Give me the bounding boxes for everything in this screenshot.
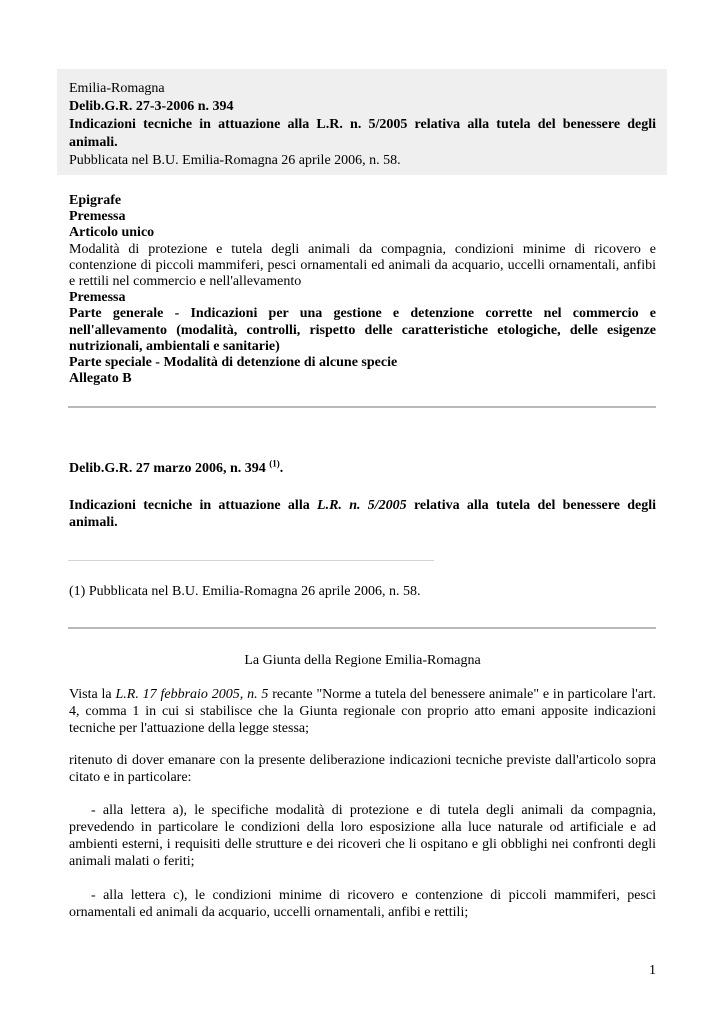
document-subject — [69, 497, 656, 531]
toc-link-premessa[interactable]: Premessa — [69, 209, 126, 225]
footnote: (1) Pubblicata nel B.U. Emilia-Romagna 26 aprile 2006, n. 58. — [69, 584, 421, 599]
paragraph-1 — [69, 686, 656, 737]
divider — [68, 406, 656, 408]
divider-2 — [68, 627, 656, 629]
region-name: Emilia-Romagna — [69, 81, 165, 96]
footnote-divider — [68, 560, 434, 561]
p1-law-link[interactable]: L.R. 17 febbraio 2005, n. 5 — [115, 687, 269, 702]
p1-post: recante "Norme a tutela del benessere animale" e in particolare l'art. 4, comma 1 in cui si stabilisce che la Giunta regionale con proprio atto emani apposite indicazioni tecniche per l'attuazione della legge stessa; — [69, 687, 656, 736]
toc-link-premessa-2[interactable]: Premessa — [69, 290, 126, 306]
subject-post: relativa alla tutela del benessere degli animali. — [69, 498, 656, 530]
page-number: 1 — [649, 963, 656, 978]
toc-link-articolo-text[interactable]: Modalità di protezione e tutela degli animali da compagnia, condizioni minime di ricovero e contenzione di piccoli mammiferi, pesci ornamentali ed animali da acquario, uccelli ornamentali, anfibi e rettili nel commercio e nell'allevamento — [69, 241, 656, 290]
toc-link-epigrafe[interactable]: Epigrafe — [69, 193, 122, 208]
delib-reference: Delib.G.R. 27-3-2006 n. 394 — [69, 99, 234, 114]
header-subject: Indicazioni tecniche in attuazione alla L.R. n. 5/2005 relativa alla tutela del benessere degli animali. — [69, 117, 656, 150]
document-title — [69, 460, 656, 477]
toc-link-articolo-unico[interactable]: Articolo unico — [69, 225, 155, 241]
p1-pre: Vista la — [69, 687, 112, 702]
issuer-heading: La Giunta della Regione Emilia-Romagna — [244, 653, 481, 668]
toc-link-allegato-b[interactable]: Allegato B — [69, 371, 132, 387]
paragraph-4: - alla lettera c), le condizioni minime di ricovero e contenzione di piccoli mammiferi, pesci ornamentali ed animali da acquario, uccelli ornamentali, anfibi e rettili; — [69, 888, 656, 920]
paragraph-2: ritenuto di dover emanare con la presente deliberazione indicazioni tecniche previste dall'articolo sopra citato e in particolare: — [69, 753, 656, 785]
table-of-contents — [69, 193, 656, 387]
toc-link-parte-generale[interactable]: Parte generale - Indicazioni per una gestione e detenzione corrette nel commercio e nell'allevamento (modalità, controlli, rispetto delle caratteristiche etologiche, delle esigenze nutrizionali, ambientali e sanitarie) — [69, 306, 656, 354]
footnote-ref[interactable]: (1) — [269, 458, 280, 469]
document-header — [69, 80, 656, 170]
title-end: . — [279, 461, 284, 476]
title-delib: Delib.G.R. 27 marzo 2006, n. 394 — [69, 461, 266, 476]
publication-info: Pubblicata nel B.U. Emilia-Romagna 26 aprile 2006, n. 58. — [69, 153, 401, 168]
paragraph-3: - alla lettera a), le specifiche modalità di protezione e di tutela degli animali da compagnia, prevedendo in particolare le condizioni della loro esposizione alla luce naturale od artificiale e ad ambienti esterni, i requisiti delle strutture e dei ricoveri che li ospitano e gli obblighi nei confronti degli animali malati o feriti; — [69, 803, 656, 869]
subject-law-link[interactable]: L.R. n. 5/2005 — [317, 498, 407, 513]
toc-link-parte-speciale[interactable]: Parte speciale - Modalità di detenzione di alcune specie — [69, 355, 398, 371]
subject-pre: Indicazioni tecniche in attuazione alla — [69, 498, 310, 513]
